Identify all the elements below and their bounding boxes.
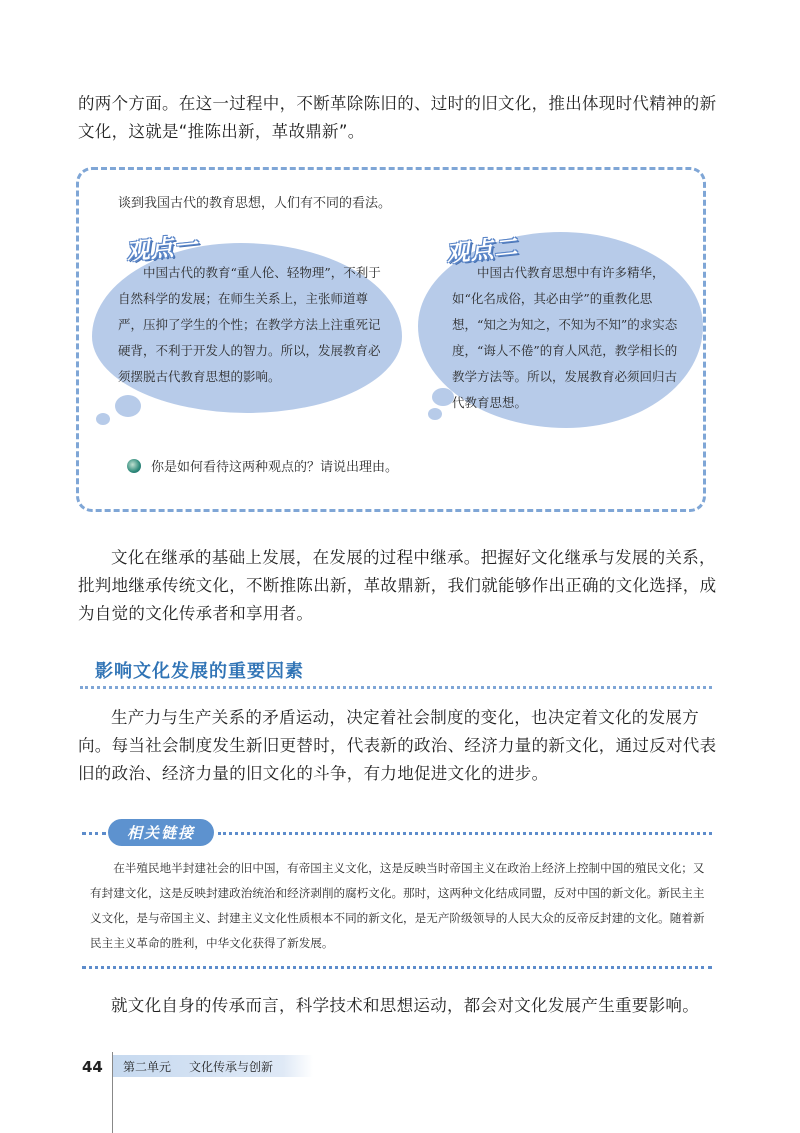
top-paragraph: 的两个方面。在这一过程中，不断革除陈旧的、过时的旧文化，推出体现时代精神的新文化，这就是“推陈出新，革故鼎新”。 xyxy=(78,94,717,141)
activity-intro: 谈到我国古代的教育思想，人们有不同的看法。 xyxy=(118,196,392,211)
link-divider-left xyxy=(82,832,106,835)
question-text: 你是如何看待这两种观点的？请说出理由。 xyxy=(151,460,399,475)
view2-bubble-tail-small xyxy=(428,408,442,420)
globe-icon xyxy=(127,459,141,473)
view2-bubble-tail-large xyxy=(432,388,454,406)
view1-bubble-tail-large xyxy=(115,395,141,417)
link-divider-right xyxy=(218,832,712,835)
section-divider xyxy=(80,686,712,689)
related-link-label: 相关链接 xyxy=(108,819,214,846)
link-divider-bottom xyxy=(82,966,712,969)
view2-title: 观点二 xyxy=(445,234,520,268)
paragraph-4: 就文化自身的传承而言，科学技术和思想运动，都会对文化发展产生重要影响。 xyxy=(111,996,699,1015)
footer-unit-title: 文化传承与创新 xyxy=(189,1059,274,1074)
section-heading: 影响文化发展的重要因素 xyxy=(95,661,304,682)
paragraph-3: 生产力与生产关系的矛盾运动，决定着社会制度的变化，也决定着文化的发展方向。每当社会制度发生新旧更替时，代表新的政治、经济力量的新文化，通过反对代表旧的政治、经济力量的旧文化的斗争，有力地促进文化的进步。 xyxy=(78,708,717,783)
view1-bubble-tail-small xyxy=(96,413,110,425)
activity-question xyxy=(127,456,398,475)
related-link-text: 在半殖民地半封建社会的旧中国，有帝国主义文化，这是反映当时帝国主义在政治上经济上控制中国的殖民文化；又有封建文化，这是反映封建政治统治和经济剥削的腐朽文化。那时，这两种文化结成同盟，反对中国的新文化。新民主主义文化，是与帝国主义、封建主义文化性质根本不同的新文化，是无产阶级领导的人民大众的反帝反封建的文化。随着新民主主义革命的胜利，中华文化获得了新发展。 xyxy=(90,861,705,950)
view1-text: 中国古代的教育“重人伦、轻物理”，不利于自然科学的发展；在师生关系上，主张师道尊严，压抑了学生的个性；在教学方法上注重死记硬背，不利于开发人的智力。所以，发展教育必须摆脱古代教育思想的影响。 xyxy=(118,265,381,384)
view1-title: 观点一 xyxy=(125,232,200,266)
footer-unit-band xyxy=(113,1055,313,1077)
footer-unit: 第二单元 xyxy=(123,1059,172,1074)
page-number: 44 xyxy=(82,1058,103,1076)
view2-text: 中国古代教育思想中有许多精华，如“化名成俗，其必由学”的重教化思想，“知之为知之，不知为不知”的求实态度，“诲人不倦”的育人风范，教学相长的教学方法等。所以，发展教育必须回归古代教育思想。 xyxy=(452,265,678,410)
paragraph-2: 文化在继承的基础上发展，在发展的过程中继承。把握好文化继承与发展的关系，批判地继承传统文化，不断推陈出新，革故鼎新，我们就能够作出正确的文化选择，成为自觉的文化传承者和享用者。 xyxy=(78,548,717,623)
